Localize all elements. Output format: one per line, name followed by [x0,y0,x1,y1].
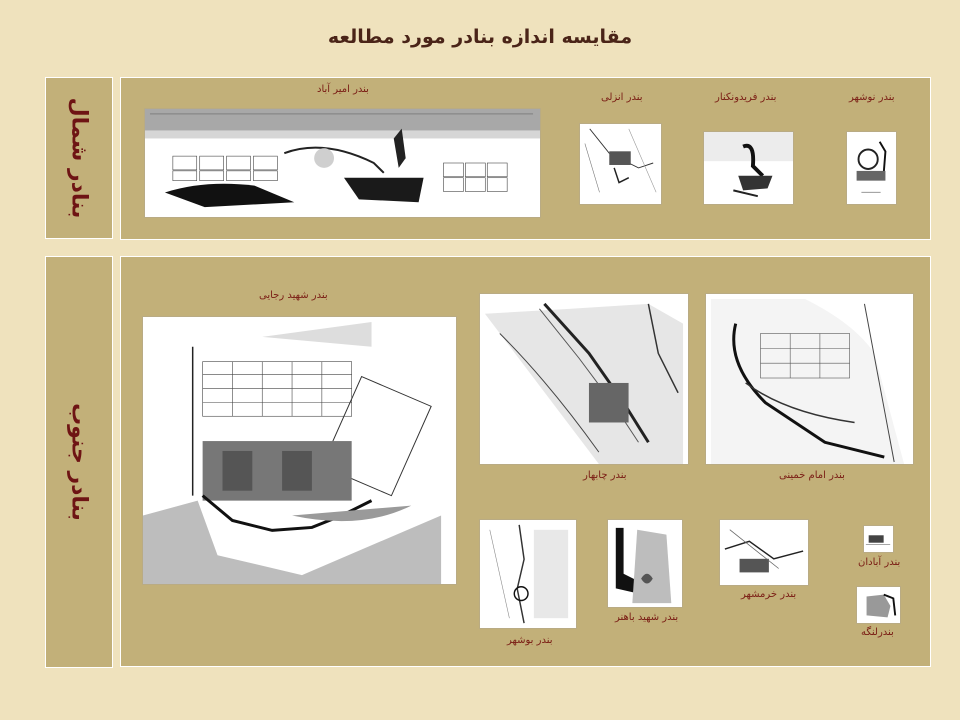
map-chabahar [479,293,689,465]
map-amirabad [144,108,541,218]
label-abadan: بندر آبادان [858,557,901,568]
label-bahonar: بندر شهید باهنر [615,612,679,623]
label-anzali: بندر انزلی [601,92,643,103]
label-khorramshahr: بندر خرمشهر [741,589,797,600]
label-lengeh: بندرلنگه [861,627,894,638]
south-side-label-box [45,256,113,668]
map-nowshahr [846,131,897,205]
map-lengeh [856,586,901,624]
map-imam [705,293,914,465]
page-title: مقایسه اندازه بنادر مورد مطالعه [327,26,633,48]
label-imam: بندر امام خمینی [779,470,845,481]
map-rajaee [142,316,457,585]
label-chabahar: بندر چابهار [583,470,627,481]
north-side-label-box [45,77,113,239]
north-panel [120,77,931,240]
map-anzali [579,123,662,205]
label-amirabad: بندر امیر آباد [317,84,369,95]
label-fereydunkenar: بندر فریدونکنار [715,92,777,103]
north-side-label: بنادر شمال [66,97,92,219]
map-abadan [863,525,894,553]
map-bahonar [607,519,683,608]
label-bushehr: بندر بوشهر [507,635,553,646]
map-khorramshahr [719,519,809,586]
south-panel [120,256,931,667]
label-rajaee: بندر شهید رجایی [259,290,328,301]
label-nowshahr: بندر نوشهر [849,92,895,103]
south-side-label: بنادر جنوب [66,403,92,521]
map-fereydunkenar [703,131,794,205]
map-bushehr [479,519,577,629]
